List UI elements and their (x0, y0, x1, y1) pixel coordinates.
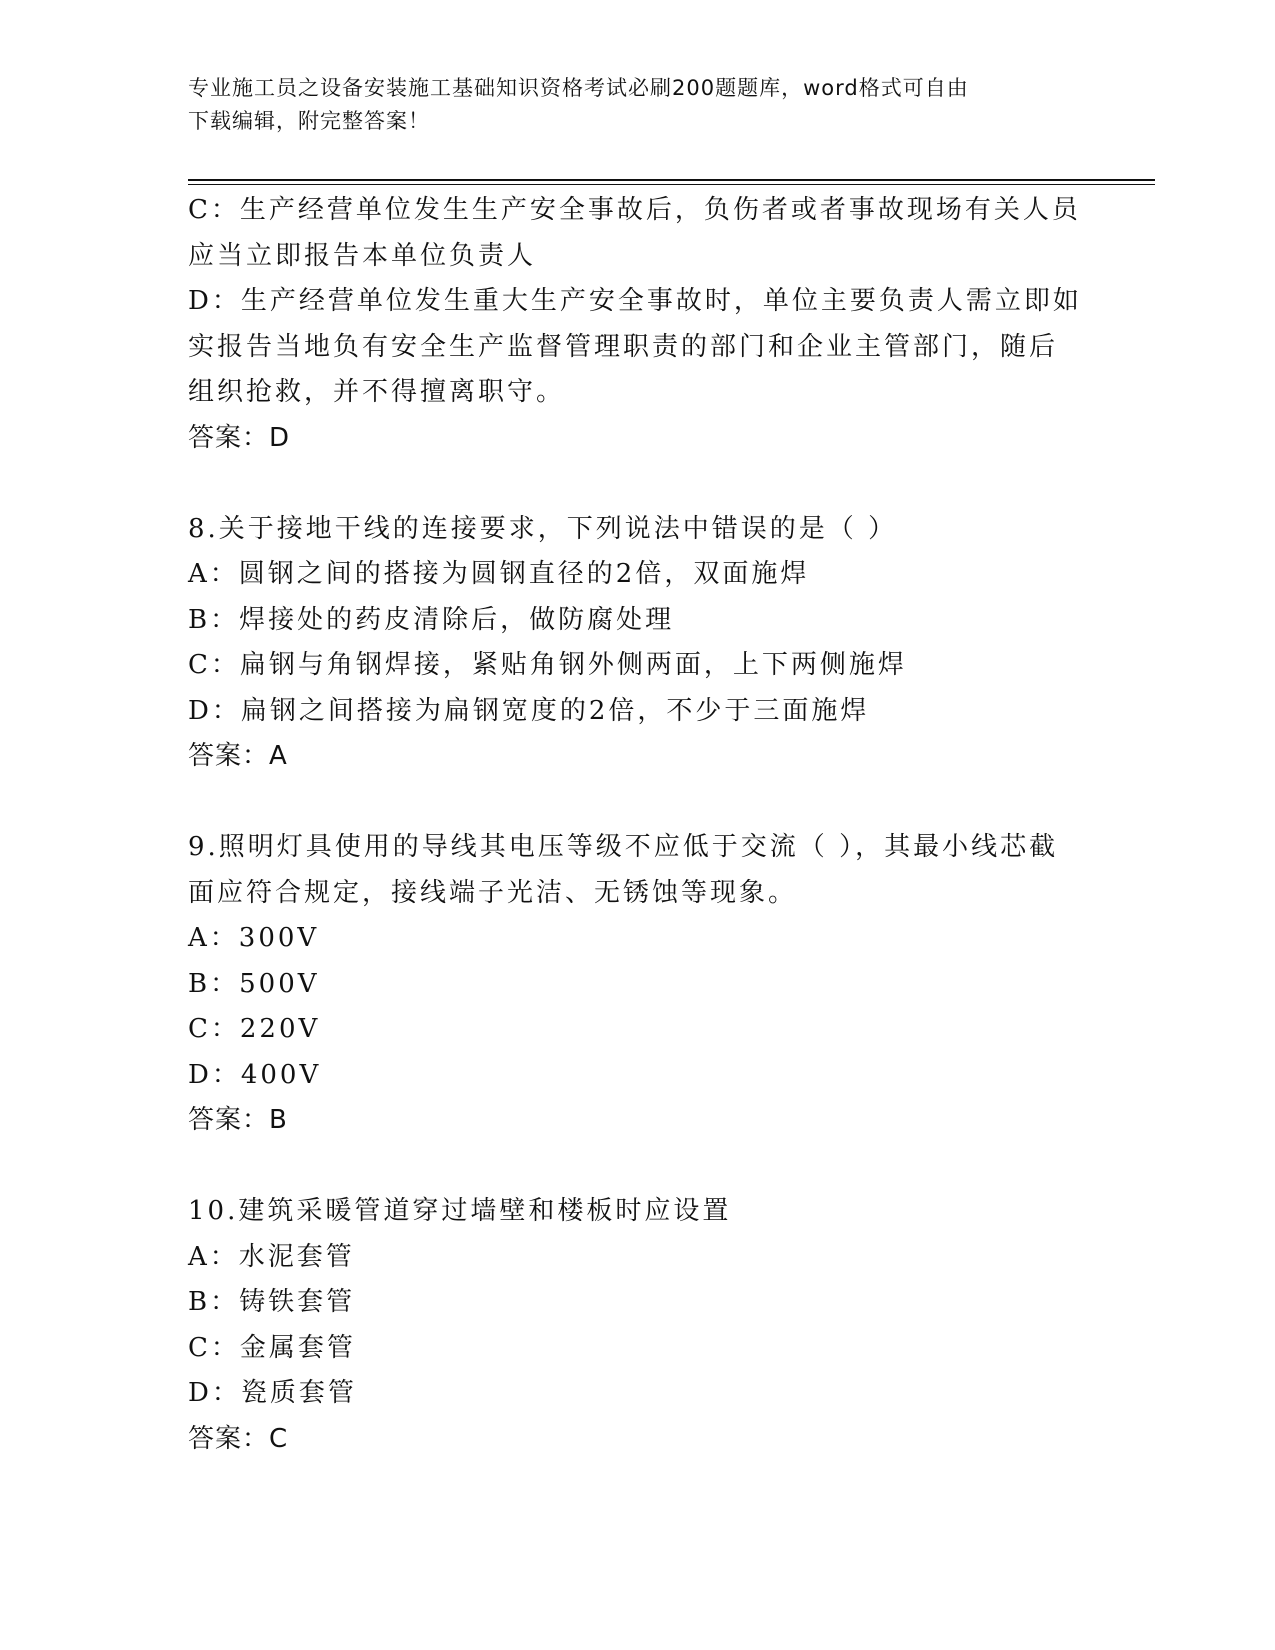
option-a: A：水泥套管 (188, 1241, 355, 1272)
option-d-line-3: 组织抢救，并不得擅离职守。 (188, 377, 566, 407)
spacer (188, 1144, 1088, 1190)
spacer (188, 461, 1088, 507)
header-line-2: 下载编辑，附完整答案！ (188, 109, 430, 133)
question-10 (188, 1189, 1088, 1462)
option-d: D：400V (188, 1059, 322, 1090)
option-c-line-2: 应当立即报告本单位负责人 (188, 240, 537, 271)
option-b: B：焊接处的药皮清除后，做防腐处理 (188, 604, 675, 635)
header-divider-thin (188, 184, 1155, 185)
option-c: C：220V (188, 1014, 321, 1044)
option-a: A：圆钢之间的搭接为圆钢直径的2倍，双面施焊 (188, 559, 810, 589)
option-d: D：瓷质套管 (188, 1378, 357, 1408)
option-c: C：扁钢与角钢焊接，紧贴角钢外侧两面，上下两侧施焊 (188, 650, 907, 680)
question-9 (188, 825, 1088, 1144)
answer-line: 答案：D (188, 422, 291, 453)
question-stem-line-2: 面应符合规定，接线端子光洁、无锈蚀等现象。 (188, 877, 798, 908)
header-line-1: 专业施工员之设备安装施工基础知识资格考试必刷200题题库，word格式可自由 (188, 76, 969, 100)
answer-line: 答案：C (188, 1423, 289, 1454)
option-d-line-1: D：生产经营单位发生重大生产安全事故时，单位主要负责人需立即如 (188, 286, 1082, 316)
document-header (188, 72, 1088, 138)
question-content (188, 188, 1088, 1462)
answer-line: 答案：B (188, 1105, 288, 1135)
option-d-line-2: 实报告当地负有安全生产监督管理职责的部门和企业主管部门，随后 (188, 331, 1059, 362)
answer-line: 答案：A (188, 741, 288, 771)
option-d: D：扁钢之间搭接为扁钢宽度的2倍，不少于三面施焊 (188, 695, 870, 726)
question-stem: 8.关于接地干线的连接要求，下列说法中错误的是（ ） (188, 513, 898, 544)
option-b: B：500V (188, 968, 320, 999)
spacer (188, 780, 1088, 826)
option-b: B：铸铁套管 (188, 1287, 356, 1317)
header-divider-thick (188, 179, 1155, 181)
question-7-tail (188, 188, 1088, 461)
option-c-line-1: C：生产经营单位发生生产安全事故后，负伤者或者事故现场有关人员 (188, 195, 1081, 225)
question-8 (188, 507, 1088, 780)
question-stem-line-1: 9.照明灯具使用的导线其电压等级不应低于交流（ ），其最小线芯截 (188, 832, 1059, 862)
option-c: C：金属套管 (188, 1332, 356, 1363)
option-a: A：300V (188, 923, 320, 953)
question-stem: 10.建筑采暖管道穿过墙壁和楼板时应设置 (188, 1196, 732, 1226)
